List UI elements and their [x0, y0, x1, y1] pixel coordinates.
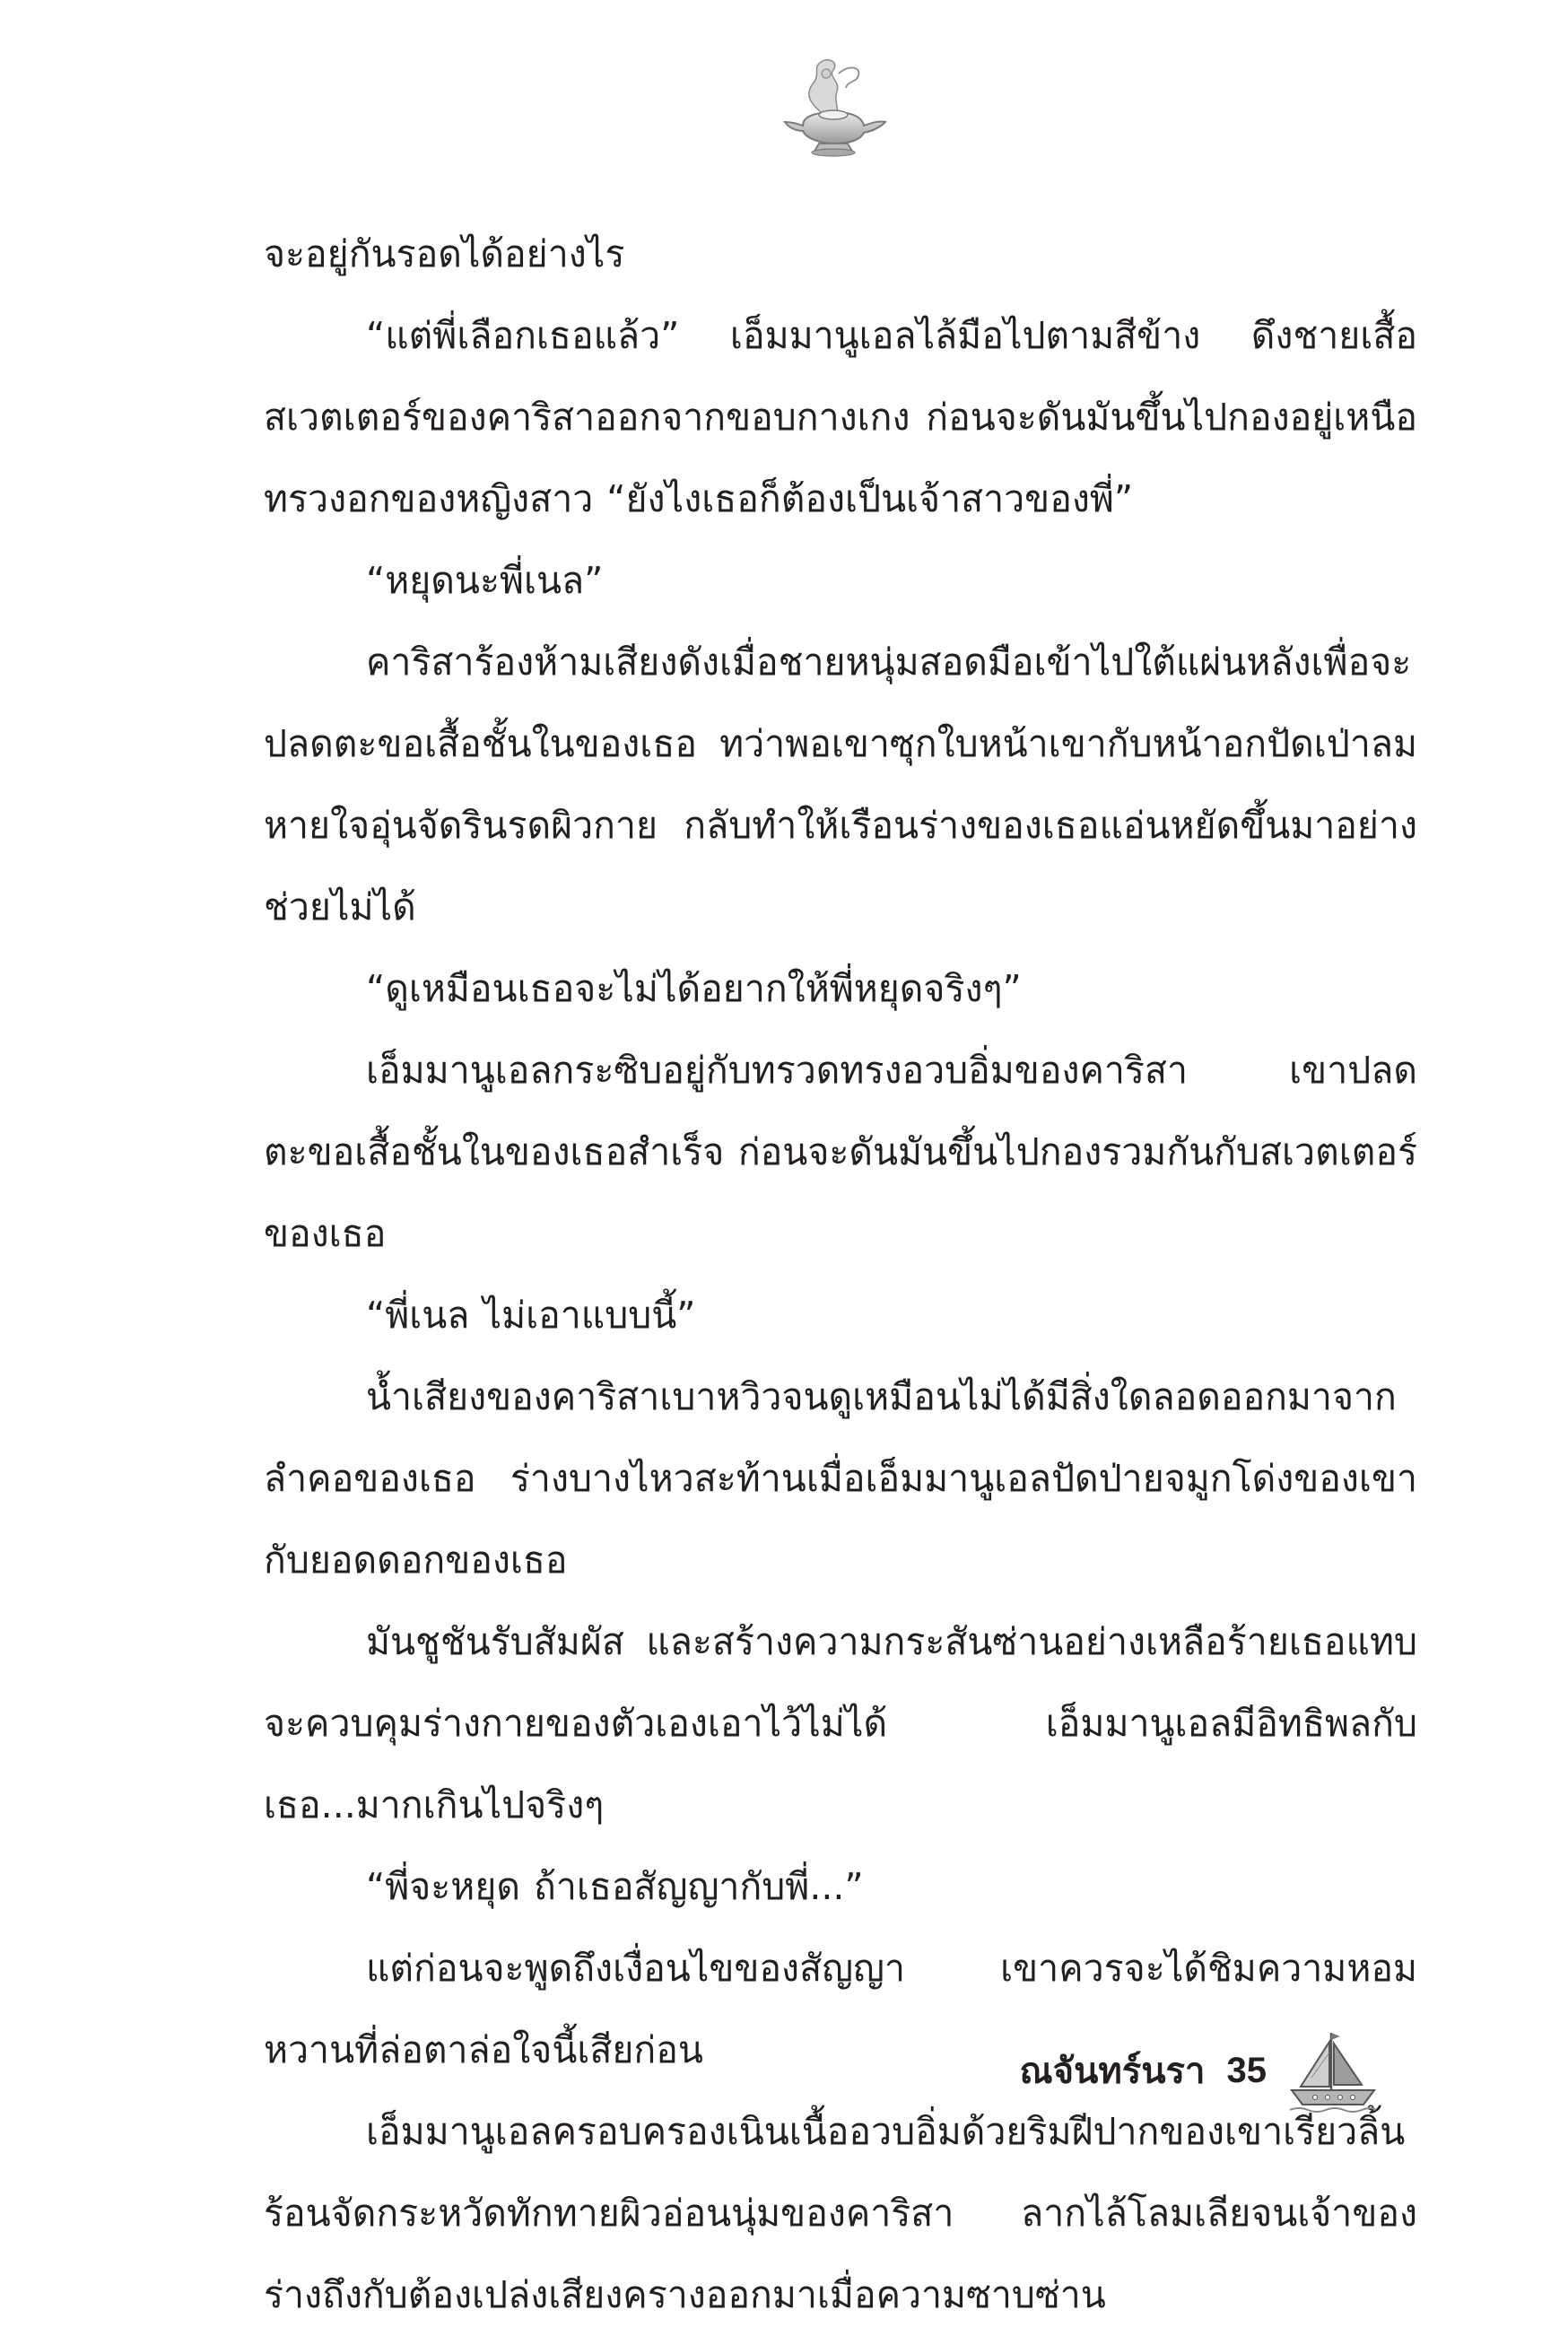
paragraph: มันชูชันรับสัมผัส และสร้างความกระสันซ่านอย่างเหลือร้ายเธอแทบจะควบคุมร่างกายของตัวเองเอาไว้ไม่ได้ เอ็มมานูเอลมีอิทธิพลกับเธอ...มากเกินไปจริงๆ	[264, 1620, 1417, 1826]
paragraph: “พี่เนล ไม่เอาแบบนี้”	[366, 1294, 696, 1337]
paragraph: “ดูเหมือนเธอจะไม่ได้อยากให้พี่หยุดจริงๆ”	[366, 967, 1022, 1010]
page-footer	[1019, 2026, 1378, 2115]
paragraph: จะอยู่กันรอดได้อย่างไร	[264, 232, 625, 275]
paragraph: เอ็มมานูเอลกระซิบอยู่กับทรวดทรงอวบอิ่มของคาริสา เขาปลดตะขอเสื้อชั้นในของเธอสำเร็จ ก่อนจะดันมันขึ้นไปกองรวมกันกับสเวตเตอร์ของเธอ	[264, 1049, 1417, 1255]
body-text	[264, 214, 1417, 2336]
magic-lamp-with-genie-icon	[776, 56, 893, 159]
sailboat-icon	[1288, 2026, 1378, 2115]
footer-author: ณจันทร์นรา	[1019, 2051, 1206, 2092]
paragraph: เอ็มมานูเอลครอบครองเนินเนื้ออวบอิ่มด้วยริมฝีปากของเขาเรียวลิ้นร้อนจัดกระหวัดทักทายผิวอ่อนนุ่มของคาริสา ลากไล้โลมเลียจนเจ้าของร่างถึงกับต้องเปล่งเสียงครางออกมาเมื่อความซาบซ่าน	[264, 2110, 1417, 2316]
paragraph: คาริสาร้องห้ามเสียงดังเมื่อชายหนุ่มสอดมือเข้าไปใต้แผ่นหลังเพื่อจะปลดตะขอเสื้อชั้นในของเธอ ทว่าพอเขาซุกใบหน้าเขากับหน้าอกปัดเป่าลมหายใจอุ่นจัดรินรดผิวกาย กลับทำให้เรือนร่างของเธอแอ่นหยัดขึ้นมาอย่างช่วยไม่ได้	[264, 641, 1417, 928]
paragraph: แต่ก่อนจะพูดถึงเงื่อนไขของสัญญา เขาควรจะได้ชิมความหอมหวานที่ล่อตาล่อใจนี้เสียก่อน	[264, 1947, 1417, 2071]
paragraph: “พี่จะหยุด ถ้าเธอสัญญากับพี่...”	[366, 1865, 864, 1908]
page-number: 35	[1226, 2050, 1267, 2090]
paragraph: “แต่พี่เลือกเธอแล้ว” เอ็มมานูเอลไล้มือไปตามสีข้าง ดึงชายเสื้อสเวตเตอร์ของคาริสาออกจากขอบกางเกง ก่อนจะดันมันขึ้นไปกองอยู่เหนือทรวงอกของหญิงสาว “ยังไงเธอก็ต้องเป็นเจ้าสาวของพี่”	[264, 314, 1417, 520]
paragraph: “หยุดนะพี่เนล”	[366, 559, 604, 602]
paragraph: น้ำเสียงของคาริสาเบาหวิวจนดูเหมือนไม่ได้มีสิ่งใดลอดออกมาจากลำคอของเธอ ร่างบางไหวสะท้านเมื่อเอ็มมานูเอลปัดป่ายจมูกโด่งของเขากับยอดดอกของเธอ	[264, 1375, 1417, 1582]
